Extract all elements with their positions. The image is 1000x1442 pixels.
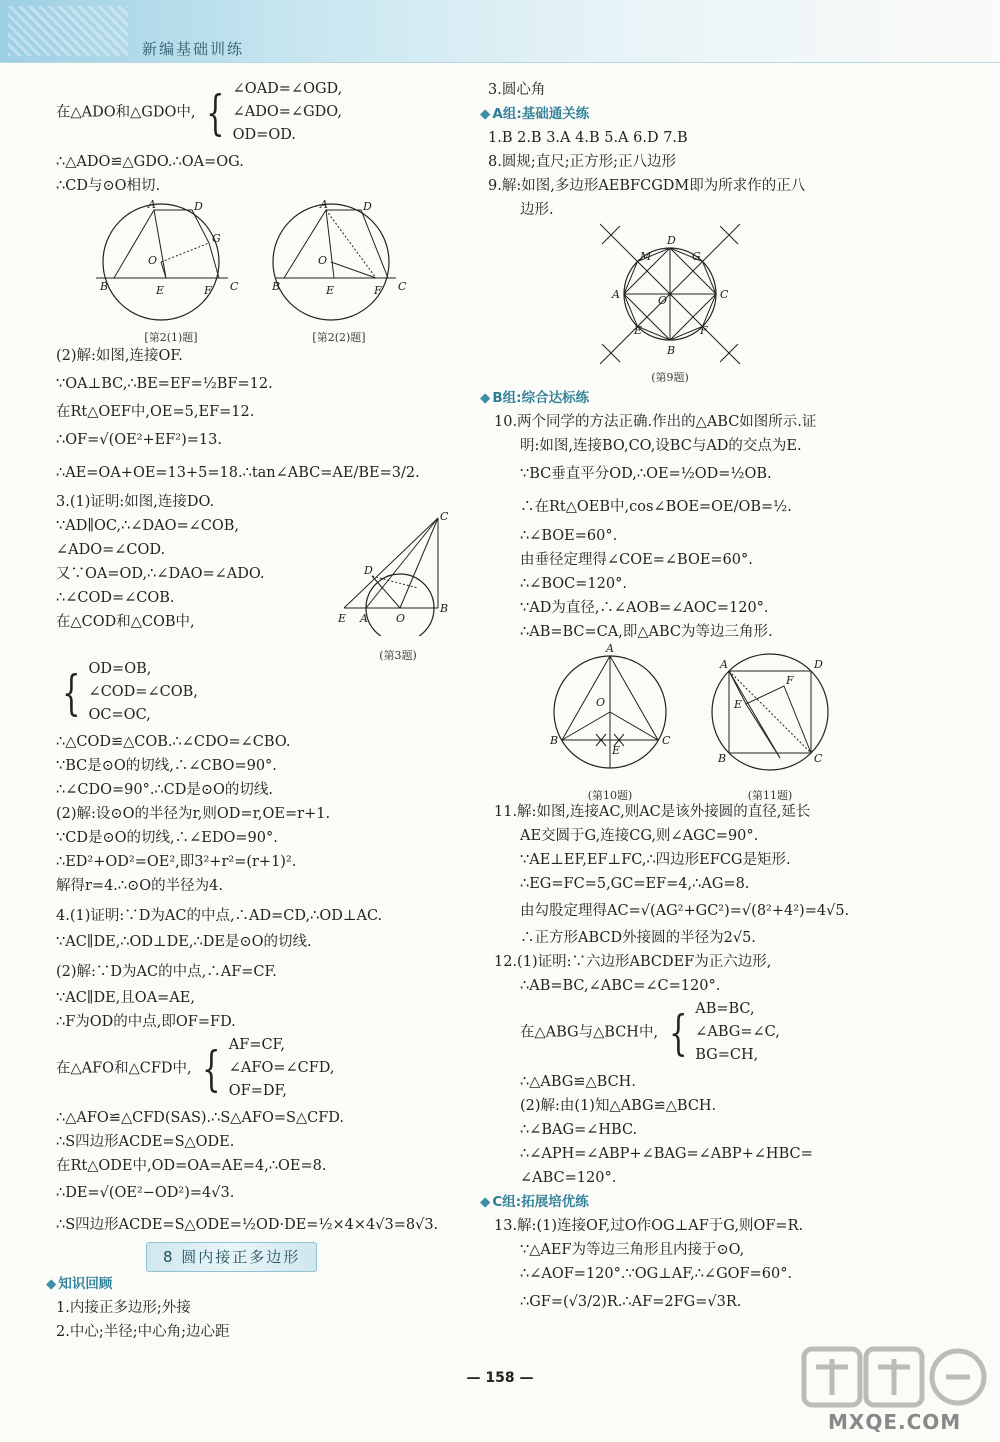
svg-text:O: O bbox=[658, 294, 668, 307]
svg-text:G: G bbox=[212, 232, 221, 245]
figure-2-svg bbox=[56, 198, 456, 326]
section-banner: 8 圆内接正多边形 bbox=[146, 1242, 317, 1272]
svg-text:C: C bbox=[398, 280, 407, 293]
figure-2-1-caption: [第2(1)题] bbox=[144, 331, 198, 344]
page-header bbox=[0, 0, 1000, 63]
svg-text:C: C bbox=[440, 510, 449, 523]
svg-text:A: A bbox=[360, 612, 368, 625]
svg-text:E: E bbox=[634, 324, 643, 337]
section-knowledge-heading: ◆ 知识回顾 bbox=[46, 1276, 113, 1292]
svg-text:O: O bbox=[318, 254, 328, 267]
svg-text:D: D bbox=[667, 234, 676, 247]
svg-text:E: E bbox=[734, 698, 743, 711]
svg-text:E: E bbox=[338, 612, 347, 625]
section-b-heading: ◆ B组:综合达标练 bbox=[480, 390, 590, 406]
brace-block-4: 在△ABG与△BCH中, { AB=BC, ∠ABG=∠C, BG=CH, bbox=[520, 1001, 780, 1063]
svg-text:B: B bbox=[440, 602, 449, 615]
svg-text:F: F bbox=[786, 674, 794, 687]
svg-text:E: E bbox=[612, 744, 621, 757]
figure-2-1 bbox=[96, 198, 239, 320]
diamond-icon: ◆ bbox=[480, 1194, 491, 1210]
svg-text:G: G bbox=[692, 250, 701, 263]
svg-text:D: D bbox=[364, 564, 373, 577]
svg-text:F: F bbox=[700, 324, 708, 337]
section-c-heading: ◆ C组:拓展培优练 bbox=[480, 1194, 589, 1210]
svg-text:A: A bbox=[612, 288, 620, 301]
svg-text:E: E bbox=[156, 284, 165, 297]
svg-text:O: O bbox=[148, 254, 158, 267]
figure-2-2-caption: [第2(2)题] bbox=[312, 331, 366, 344]
svg-text:D: D bbox=[194, 200, 203, 213]
watermark-text: MXQE.COM bbox=[828, 1410, 962, 1434]
header-title: 新编基础训练 bbox=[142, 40, 245, 58]
diamond-icon: ◆ bbox=[46, 1276, 57, 1292]
svg-text:M: M bbox=[640, 250, 652, 263]
svg-text:A: A bbox=[720, 658, 728, 671]
right-column: 3.圆心角 ◆ A组:基础通关练 1.B 2.B 3.A 4.B 5.A 6.D 7.B 8.圆规;直尺;正方形;正八边形 9.解:如图,多边形AEBFCGDM即为所求作的正八 边形. M D G A O C E F B (第9题) ◆ B组:综合达标练 10.两个同学的方法正确.作出的△ABC如图所示.证 明:如图,连接BO,CO,设BC与AD的交点为E. ∵BC垂直平分OD,∴OE=½OD=½OB. ∴在Rt△OEB中,cos∠BOE=OE/OB=½. ∴∠BOE=60°. 由垂径定理得∠COE=∠BOE=60°. ∴∠BOC=120°. ∵AD为直径,∴∠AOB=∠AOC=120°. ∴AB=BC=CA,即△ABC为等边三角形. A O B E C A D E F B C (第10题) (第11题) 11.解:如图,连接AC,则AC是该外接圆的直径,延长 AE交圆于G,连接CG,则∠AGC=90°. ∵AE⊥EF,EF⊥FC,∴四边形EFCG是矩形. ∴EG=FC=5,GC=EF=4,∴AG=8. 由勾股定理得AC=√(AG²+GC²)=√(8²+4²)=4√5. ∴正方形ABCD外接圆的半径为2√5. 12.(1)证明:∵六边形ABCDEF为正六边形, ∴AB=BC,∠ABC=∠C=120°. 在△ABG与△BCH中, { AB=BC, ∠ABG=∠C, BG=CH, ∴△ABG≌△BCH. (2)解:由(1)知△ABG≌△BCH. ∴∠BAG=∠HBC. ∴∠APH=∠ABP+∠BAG=∠ABP+∠HBC= ∠ABC=120°. ◆ C组:拓展培优练 13.解:(1)连接OF,过O作OG⊥AF于G,则OF=R. ∵△AEF为等边三角形且内接于⊙O, ∴∠AOF=120°.∵OG⊥AF,∴∠GOF=60°. ∴GF=(√3/2)R.∴AF=2FG=√3R. bbox=[480, 78, 900, 1318]
svg-text:C: C bbox=[720, 288, 729, 301]
svg-text:B: B bbox=[667, 344, 676, 357]
brace-block-2: { OD=OB, ∠COD=∠COB, OC=OC, bbox=[62, 661, 198, 723]
diamond-icon: ◆ bbox=[480, 106, 491, 122]
figure-3 bbox=[338, 510, 458, 668]
svg-text:A: A bbox=[320, 198, 328, 211]
header-logo bbox=[8, 6, 128, 56]
svg-text:C: C bbox=[230, 280, 239, 293]
svg-text:O: O bbox=[396, 612, 406, 625]
svg-text:F: F bbox=[374, 284, 382, 297]
svg-text:O: O bbox=[596, 696, 606, 709]
figure-10 bbox=[549, 644, 671, 768]
svg-text:C: C bbox=[662, 734, 671, 747]
svg-text:A: A bbox=[148, 198, 156, 211]
section-banner-row bbox=[56, 1242, 456, 1272]
brace-block-1: 在△ADO和△GDO中, { ∠OAD=∠OGD, ∠ADO=∠GDO, OD=OD. bbox=[56, 81, 343, 143]
brace-block-3: 在△AFO和△CFD中, { AF=CF, ∠AFO=∠CFD, OF=DF, bbox=[56, 1037, 335, 1099]
figure-2-row bbox=[56, 198, 456, 344]
svg-text:F: F bbox=[204, 284, 212, 297]
svg-text:B: B bbox=[550, 734, 559, 747]
svg-text:D: D bbox=[363, 200, 372, 213]
svg-text:B: B bbox=[272, 280, 281, 293]
left-column: 在△ADO和△GDO中, { ∠OAD=∠OGD, ∠ADO=∠GDO, OD=OD. ∴△ADO≌△GDO.∴OA=OG. ∴CD与⊙O相切. A D G O B E F C A D O B E F C [第2(1)题] [第2(2)题] (2)解:如图,连接OF. ∵OA⊥BC,∴BE=EF=½BF=12. 在Rt△OEF中,OE=5,EF=12. ∴OF=√(OE²+EF²)=13. ∴AE=OA+OE=13+5=18.∴tan∠ABC=AE/BE=3/2. 3.(1)证明:如图,连接DO. ∵AD∥OC,∴∠DAO=∠COB, ∠ADO=∠COD. 又∵OA=OD,∴∠DAO=∠ADO. ∴∠COD=∠COB. 在△COD和△COB中, C D E A O B (第3题) { OD=OB, ∠COD=∠COB, OC=OC, ∴△COD≌△COB.∴∠CDO=∠CBO. ∵BC是⊙O的切线,∴∠CBO=90°. ∴∠CDO=90°.∴CD是⊙O的切线. (2)解:设⊙O的半径为r,则OD=r,OE=r+1. ∵CD是⊙O的切线,∴∠EDO=90°. ∴ED²+OD²=OE²,即3²+r²=(r+1)². 解得r=4.∴⊙O的半径为4. 4.(1)证明:∵D为AC的中点,∴AD=CD,∴OD⊥AC. ∵AC∥DE,∴OD⊥DE,∴DE是⊙O的切线. (2)解:∵D为AC的中点,∴AF=CF. ∵AC∥DE,且OA=AE, ∴F为OD的中点,即OF=FD. 在△AFO和△CFD中, { AF=CF, ∠AFO=∠CFD, OF=DF, ∴△AFO≌△CFD(SAS).∴S△AFO=S△CFD. ∴S四边形ACDE=S△ODE. 在Rt△ODE中,OD=OA=AE=4,∴OE=8. ∴DE=√(OE²−OD²)=4√3. ∴S四边形ACDE=S△ODE=½OD·DE=½×4×4√3=8√3. 8 圆内接正多边形 ◆ 知识回顾 1.内接正多边形;外接 2.中心;半径;中心角;边心距 bbox=[56, 78, 456, 1344]
svg-text:D: D bbox=[814, 658, 823, 671]
figures-10-11 bbox=[480, 644, 900, 800]
diamond-icon: ◆ bbox=[480, 390, 491, 406]
figure-11-caption: (第11题) bbox=[747, 789, 793, 802]
svg-text:B: B bbox=[100, 280, 109, 293]
figure-2-2 bbox=[271, 198, 407, 320]
section-a-heading: ◆ A组:基础通关练 bbox=[480, 106, 590, 122]
figure-9 bbox=[480, 222, 900, 386]
figure-9-caption: (第9题) bbox=[651, 371, 689, 384]
svg-text:B: B bbox=[718, 752, 727, 765]
figure-10-caption: (第10题) bbox=[587, 789, 633, 802]
figure-3-caption: (第3题) bbox=[379, 649, 417, 662]
svg-text:E: E bbox=[326, 284, 335, 297]
svg-text:A: A bbox=[606, 644, 614, 655]
page-number: — 158 — bbox=[466, 1370, 534, 1386]
svg-text:C: C bbox=[814, 752, 823, 765]
figure-11 bbox=[712, 654, 828, 770]
question-3-block: 3.(1)证明:如图,连接DO. ∵AD∥OC,∴∠DAO=∠COB, ∠ADO=∠COD. 又∵OA=OD,∴∠DAO=∠ADO. ∴∠COD=∠COB. 在△COD和△COB中, C D E A O B (第3题) bbox=[56, 490, 456, 658]
